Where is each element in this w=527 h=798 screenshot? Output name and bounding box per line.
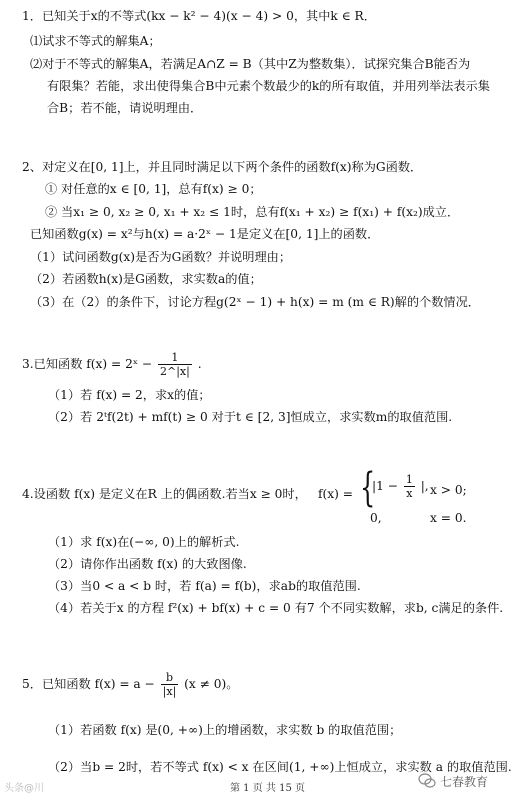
problem-1-stem: 1．已知关于x的不等式(kx − k² − 4)(x − 4) > 0，其中k ∈ R． [22,9,376,23]
problem-1-part-1: ⑴试求不等式的解集A； [30,34,161,48]
problem-2-part-1: （1）试问函数g(x)是否为G函数？并说明理由； [30,250,292,264]
problem-2-given: 已知函数g(x) = x²与h(x) = a·2ˣ − 1是定义在[0, 1]上的函数． [30,227,380,241]
problem-2-condition-2: ② 当x₁ ≥ 0, x₂ ≥ 0, x₁ + x₂ ≤ 1时，总有f(x₁ + x₂) ≥ f(x₁) + f(x₂)成立． [45,205,460,219]
problem-5-part-2: （2）当b = 2时，若不等式 f(x) < x 在区间(1, +∞)上恒成立，求实数 a 的取值范围. [48,760,512,774]
problem-2-stem: 2、对定义在[0, 1]上，并且同时满足以下两个条件的函数f(x)称为G函数． [22,160,423,174]
fraction: $\frac{b}{|x|}$ [162,671,177,698]
watermark-right: 七春教育 [440,775,489,789]
problem-3-part-2: （2）若 2ᵗf(2t) + mf(t) ≥ 0 对于t ∈ [2, 3]恒成立，求实数m的取值范围. [48,410,453,424]
problem-4-part-3: （3）当0 < a < b 时，若 f(a) = f(b)，求ab的取值范围. [48,579,361,593]
problem-3-part-1: （1）若 f(x) = 2，求x的值； [48,388,211,402]
piecewise-case-1-cond: x > 0; [430,483,467,497]
problem-1-part-2-line-3: 合B；若不能，请说明理由． [47,101,203,115]
problem-2-condition-1: ① 对任意的x ∈ [0, 1]，总有f(x) ≥ 0； [45,182,262,196]
problem-4-part-1: （1）求 f(x)在(−∞, 0)上的解析式. [48,535,240,549]
problem-5-part-1: （1）若函数 f(x) 是(0, +∞)上的增函数，求实数 b 的取值范围； [48,723,402,737]
page-number: 第 1 页 共 15 页 [230,783,305,794]
problem-1-part-2-line-1: ⑵对于不等式的解集A，若满足A∩Z = B（其中Z为整数集）．试探究集合B能否为 [30,57,471,71]
piecewise-case-2-expr: 0, [370,511,382,525]
problem-1-part-2-line-2: 有限集？若能，求出使得集合B中元素个数最少的k的所有取值，并用列举法表示集 [47,79,490,93]
watermark-left: 头条@川 [4,783,44,794]
problem-5-stem: 5．已知函数 f(x) = a − $\frac{b}{|x|}$ (x ≠ 0)。 [22,671,239,698]
chat-bubble-icon [418,772,436,790]
fraction: $\frac{1}{x}$ [405,473,413,500]
piecewise-case-1-expr: |1 − $\frac{1}{x}$ |, [372,473,429,500]
problem-3-stem: 3.已知函数 f(x) = 2ˣ − $\frac{1}{2\^{}|x|}$ . [22,351,202,378]
piecewise-lhs: f(x) = [318,487,353,501]
page-footer [0,775,527,798]
piecewise-case-2-cond: x = 0. [430,511,467,525]
fraction: $\frac{1}{2\^{}|x|}$ [160,351,190,378]
problem-4-part-2: （2）请你作出函数 f(x) 的大致图像. [48,557,247,571]
problem-4-stem: 4.设函数 f(x) 是定义在R 上的偶函数.若当x ≥ 0时， [22,487,307,501]
problem-2-part-3: （3）在（2）的条件下，讨论方程g(2ˣ − 1) + h(x) = m (m ∈ R)解的个数情况． [30,295,480,309]
piecewise-brace: { [360,465,376,511]
problem-2-part-2: （2）若函数h(x)是G函数，求实数a的值； [30,272,262,286]
problem-4-part-4: （4）若关于x 的方程 f²(x) + bf(x) + c = 0 有7 个不同实数解，求b, c满足的条件. [48,601,504,615]
